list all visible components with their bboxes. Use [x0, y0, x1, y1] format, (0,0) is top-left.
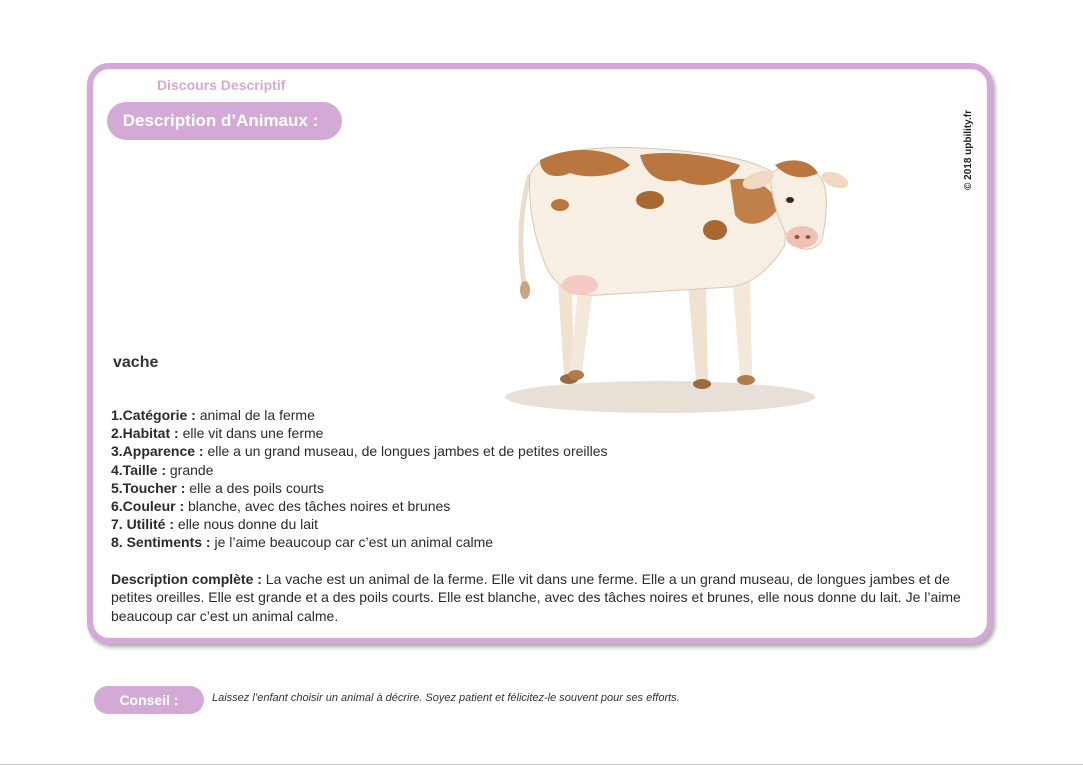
- section-title-pill: [107, 102, 342, 140]
- criterion-utility: [111, 515, 608, 533]
- conseil-badge: [94, 686, 204, 714]
- criterion-label: 1.Catégorie :: [111, 407, 196, 423]
- criterion-touch: [111, 479, 608, 497]
- criterion-feelings: [111, 533, 608, 551]
- criterion-label: 4.Taille :: [111, 461, 166, 478]
- criterion-value: blanche, avec des tâches noires et brunes: [184, 498, 451, 515]
- criterion-label: 8. Sentiments :: [111, 534, 211, 551]
- criterion-label: 5.Toucher :: [111, 479, 186, 496]
- criterion-color: [111, 497, 608, 515]
- criteria-list: [111, 406, 608, 552]
- criterion-value: elle nous donne du lait: [174, 516, 319, 533]
- full-description-text: La vache est un animal de la ferme. Elle vit dans une ferme. Elle a un grand museau, de longues jambes et de petites oreilles. Elle est grande et a des poils courts. Elle est blanche, avec des tâches noires et brunes, elle nous donne du lait. Je l’aime beaucoup car c’est un animal calme.: [111, 571, 961, 624]
- animal-name: vache: [113, 354, 159, 371]
- criterion-label: 2.Habitat :: [111, 425, 179, 442]
- criterion-value: elle a un grand museau, de longues jambes et de petites oreilles: [203, 443, 608, 460]
- conseil-text: Laissez l’enfant choisir un animal à décrire. Soyez patient et félicitez-le souvent pour ses efforts.: [212, 692, 680, 704]
- criterion-value: je l’aime beaucoup car c’est un animal calme: [210, 534, 494, 551]
- full-description: [111, 570, 977, 625]
- copyright-notice: © 2018 upbility.fr: [963, 110, 974, 190]
- criterion-value: grande: [165, 461, 214, 478]
- criterion-value: elle vit dans une ferme: [178, 425, 324, 442]
- criterion-label: 3.Apparence :: [111, 443, 204, 460]
- conseil-label: Conseil :: [119, 692, 179, 708]
- cow-illustration: [500, 135, 860, 420]
- criterion-label: 6.Couleur :: [111, 498, 185, 515]
- criterion-value: animal de la ferme: [195, 407, 315, 423]
- series-title: Discours Descriptif: [157, 77, 286, 93]
- criterion-category: [111, 406, 608, 424]
- criterion-value: elle a des poils courts: [185, 479, 324, 496]
- criterion-size: [111, 461, 608, 479]
- criterion-habitat: [111, 424, 608, 442]
- section-title: Description d’Animaux :: [122, 111, 319, 130]
- page-bottom-divider: [0, 764, 1083, 765]
- criterion-label: 7. Utilité :: [111, 516, 175, 533]
- full-description-label: Description complète :: [111, 571, 262, 587]
- criterion-appearance: [111, 442, 608, 460]
